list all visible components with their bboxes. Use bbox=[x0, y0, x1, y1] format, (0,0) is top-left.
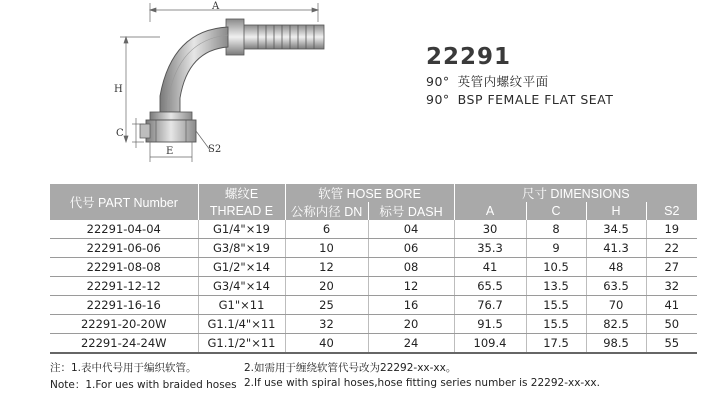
header-h: H bbox=[586, 202, 646, 220]
cell-dn: 12 bbox=[285, 258, 368, 277]
cell-thread: G1/2"×14 bbox=[198, 258, 285, 277]
cell-h: 63.5 bbox=[586, 277, 646, 296]
cell-dn: 20 bbox=[285, 277, 368, 296]
cell-thread: G3/8"×19 bbox=[198, 239, 285, 258]
cell-a: 41 bbox=[454, 258, 526, 277]
cell-dn: 40 bbox=[285, 334, 368, 354]
note-en-2: 2.If use with spiral hoses,hose fitting series number is 22292-xx-xx. bbox=[244, 377, 600, 389]
cell-s2: 19 bbox=[646, 220, 697, 239]
cell-h: 34.5 bbox=[586, 220, 646, 239]
cell-a: 109.4 bbox=[454, 334, 526, 354]
table-row bbox=[50, 277, 697, 296]
cell-c: 13.5 bbox=[526, 277, 586, 296]
cell-part-number: 22291-06-06 bbox=[50, 239, 198, 258]
cell-thread: G1.1/2"×11 bbox=[198, 334, 285, 354]
cell-h: 98.5 bbox=[586, 334, 646, 354]
cell-thread: G1"×11 bbox=[198, 296, 285, 315]
cell-s2: 41 bbox=[646, 296, 697, 315]
fitting-drawing bbox=[100, 0, 350, 170]
cell-h: 41.3 bbox=[586, 239, 646, 258]
table-row bbox=[50, 220, 697, 239]
cell-thread: G3/4"×14 bbox=[198, 277, 285, 296]
cell-dash: 16 bbox=[368, 296, 454, 315]
cell-part-number: 22291-12-12 bbox=[50, 277, 198, 296]
cell-thread: G1/4"×19 bbox=[198, 220, 285, 239]
cell-a: 65.5 bbox=[454, 277, 526, 296]
swivel-nut bbox=[140, 112, 196, 142]
cell-c: 17.5 bbox=[526, 334, 586, 354]
table-row bbox=[50, 239, 697, 258]
header-nominal-dn: 公称内径 DN bbox=[285, 202, 368, 220]
header-dash: 标号 DASH bbox=[368, 202, 454, 220]
description-en-text: BSP FEMALE FLAT SEAT bbox=[457, 92, 614, 107]
cell-part-number: 22291-20-20W bbox=[50, 315, 198, 334]
header-a: A bbox=[454, 202, 526, 220]
table-row bbox=[50, 334, 697, 354]
spec-table bbox=[50, 184, 697, 354]
notes-en bbox=[50, 377, 710, 394]
angle-cn: 90° bbox=[426, 74, 450, 89]
dimension-c-label: C bbox=[116, 128, 124, 139]
dimension-s2-label: S2 bbox=[208, 144, 222, 155]
header-part-number: 代号 PART Number bbox=[50, 184, 198, 220]
angle-en: 90° bbox=[426, 92, 450, 107]
cell-c: 8 bbox=[526, 220, 586, 239]
cell-a: 30 bbox=[454, 220, 526, 239]
cell-dn: 25 bbox=[285, 296, 368, 315]
cell-c: 15.5 bbox=[526, 315, 586, 334]
notes-cn bbox=[50, 360, 710, 377]
dimension-e-label: E bbox=[166, 146, 174, 157]
note-cn-2: 2.如需用于缠绕软管代号改为22292-xx-xx。 bbox=[244, 362, 457, 374]
table-row bbox=[50, 296, 697, 315]
dimension-a-label: A bbox=[212, 1, 220, 12]
elbow-body bbox=[160, 27, 228, 112]
cell-dn: 10 bbox=[285, 239, 368, 258]
header-dimensions: 尺寸 DIMENSIONS bbox=[454, 184, 697, 202]
cell-c: 9 bbox=[526, 239, 586, 258]
cell-dash: 08 bbox=[368, 258, 454, 277]
table-row bbox=[50, 258, 697, 277]
cell-part-number: 22291-04-04 bbox=[50, 220, 198, 239]
cell-part-number: 22291-08-08 bbox=[50, 258, 198, 277]
dimension-h-label: H bbox=[114, 84, 123, 95]
cell-s2: 50 bbox=[646, 315, 697, 334]
header-thread-en: THREAD E bbox=[198, 202, 285, 220]
cell-part-number: 22291-16-16 bbox=[50, 296, 198, 315]
cell-h: 48 bbox=[586, 258, 646, 277]
cell-dn: 32 bbox=[285, 315, 368, 334]
cell-thread: G1.1/4"×11 bbox=[198, 315, 285, 334]
notes bbox=[50, 360, 710, 394]
cell-dash: 12 bbox=[368, 277, 454, 296]
cell-s2: 32 bbox=[646, 277, 697, 296]
cell-dn: 6 bbox=[285, 220, 368, 239]
product-heading bbox=[426, 44, 613, 107]
table-row bbox=[50, 315, 697, 334]
note-cn-1: 注：1.表中代号用于编织软管。 bbox=[50, 362, 197, 374]
description-cn bbox=[426, 72, 613, 90]
cell-h: 70 bbox=[586, 296, 646, 315]
part-code: 22291 bbox=[426, 44, 512, 70]
cell-dash: 20 bbox=[368, 315, 454, 334]
cell-c: 15.5 bbox=[526, 296, 586, 315]
cell-s2: 22 bbox=[646, 239, 697, 258]
hose-tail bbox=[226, 19, 324, 55]
cell-a: 91.5 bbox=[454, 315, 526, 334]
cell-part-number: 22291-24-24W bbox=[50, 334, 198, 354]
cell-a: 35.3 bbox=[454, 239, 526, 258]
cell-a: 76.7 bbox=[454, 296, 526, 315]
cell-c: 10.5 bbox=[526, 258, 586, 277]
header-hose-bore: 软管 HOSE BORE bbox=[285, 184, 454, 202]
header-s2: S2 bbox=[646, 202, 697, 220]
header-c: C bbox=[526, 202, 586, 220]
cell-h: 82.5 bbox=[586, 315, 646, 334]
cell-dash: 06 bbox=[368, 239, 454, 258]
description-en bbox=[426, 92, 613, 107]
description-cn-text: 英管内螺纹平面 bbox=[457, 74, 549, 89]
note-en-1: Note：1.For ues with braided hoses bbox=[50, 379, 237, 391]
header-thread-cn: 螺纹E bbox=[198, 184, 285, 202]
cell-s2: 55 bbox=[646, 334, 697, 354]
cell-dash: 04 bbox=[368, 220, 454, 239]
cell-s2: 27 bbox=[646, 258, 697, 277]
cell-dash: 24 bbox=[368, 334, 454, 354]
